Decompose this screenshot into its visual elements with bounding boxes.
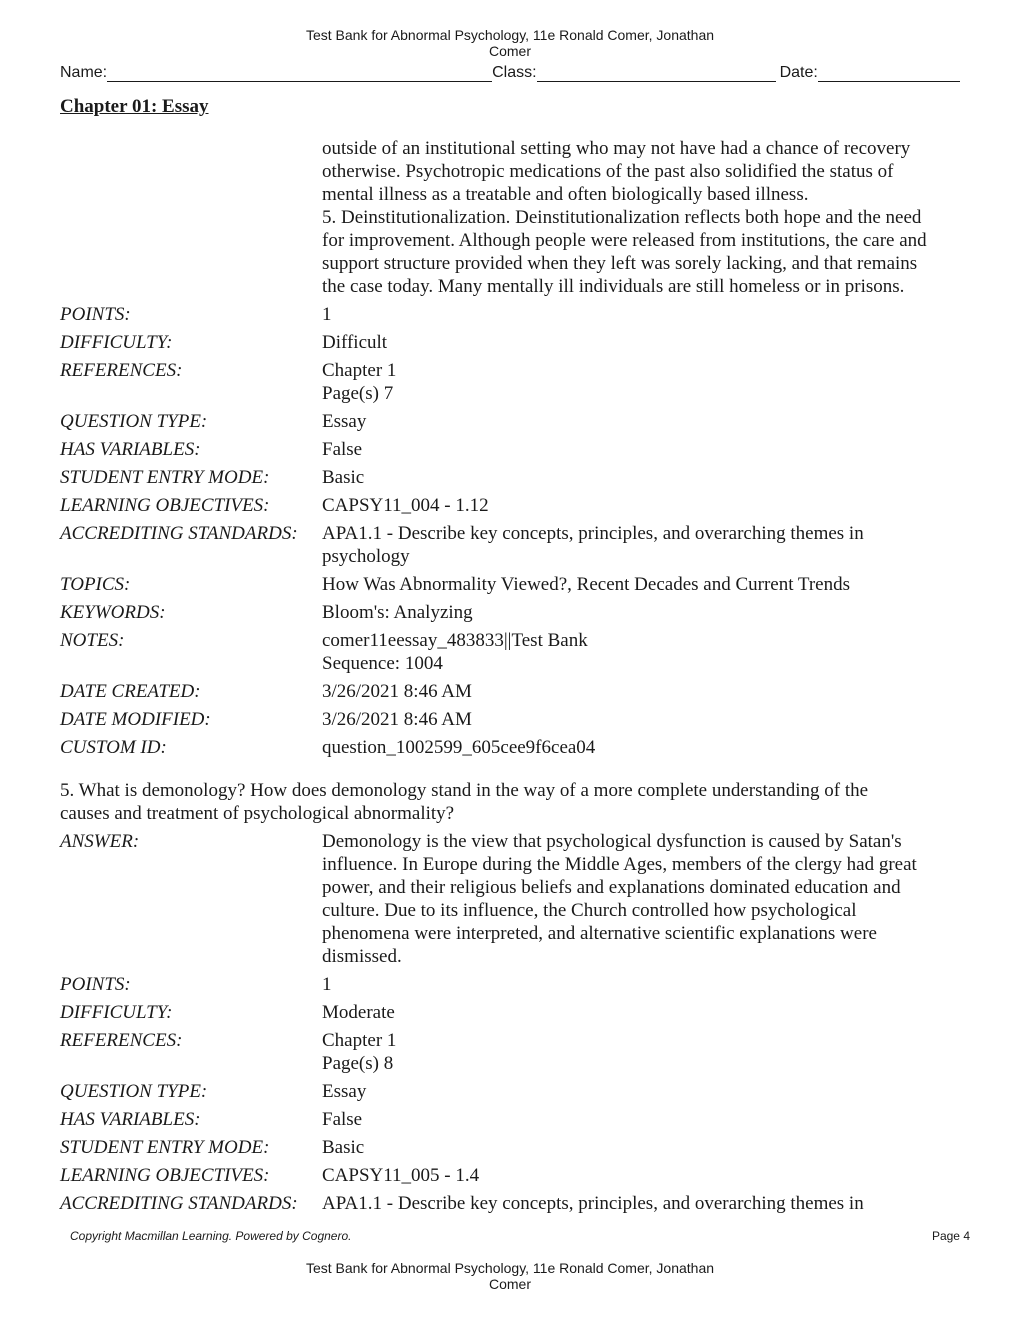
footer-title-line-1: Test Bank for Abnormal Psychology, 11e Ronald Comer, Jonathan	[305, 1260, 715, 1276]
value-line: 3/26/2021 8:46 AM	[322, 709, 472, 730]
field-value	[322, 331, 965, 354]
field-label: LEARNING OBJECTIVES:	[60, 495, 270, 516]
field-value	[322, 410, 965, 433]
class-blank-line	[537, 64, 776, 82]
q4-metadata	[60, 303, 965, 759]
field-value	[322, 522, 965, 568]
text-line: power, and their religious beliefs and explanations dominated education and	[322, 877, 901, 898]
text-line: mental illness as a treatable and often biologically based illness.	[322, 184, 809, 205]
metadata-row	[60, 522, 965, 568]
header-title-line-1: Test Bank for Abnormal Psychology, 11e Ronald Comer, Jonathan	[305, 27, 715, 43]
field-value	[322, 1001, 965, 1024]
field-value	[322, 736, 965, 759]
field-label: STUDENT ENTRY MODE:	[60, 1137, 270, 1158]
field-value	[322, 573, 965, 596]
metadata-row	[60, 601, 965, 624]
value-line: Page(s) 8	[322, 1053, 394, 1074]
field-label: DIFFICULTY:	[60, 1002, 173, 1023]
field-label: STUDENT ENTRY MODE:	[60, 467, 270, 488]
field-value	[322, 1029, 965, 1075]
field-value	[322, 359, 965, 405]
value-line: Moderate	[322, 1002, 395, 1023]
text-line: phenomena were interpreted, and alternative scientific explanations were	[322, 923, 877, 944]
value-line: Page(s) 7	[322, 383, 394, 404]
text-line: outside of an institutional setting who may not have had a chance of recovery	[322, 138, 911, 159]
text-line: culture. Due to its influence, the Church controlled how psychological	[322, 900, 857, 921]
metadata-row	[60, 1108, 965, 1131]
page-number: Page 4	[931, 1229, 970, 1243]
field-value	[322, 494, 965, 517]
metadata-row	[60, 680, 965, 703]
field-value	[322, 438, 965, 461]
metadata-row	[60, 466, 965, 489]
value-line: comer11eessay_483833||Test Bank	[322, 630, 588, 651]
value-line: Essay	[322, 411, 367, 432]
text-line: support structure provided when they left was sorely lacking, and that remains	[322, 253, 918, 274]
value-line: Essay	[322, 1081, 367, 1102]
name-label: Name:	[60, 64, 108, 81]
field-label: KEYWORDS:	[60, 602, 166, 623]
field-label: ACCREDITING STANDARDS:	[60, 1193, 298, 1214]
field-label: REFERENCES:	[60, 1030, 183, 1051]
value-line: question_1002599_605cee9f6cea04	[322, 737, 596, 758]
field-label: CUSTOM ID:	[60, 737, 167, 758]
value-line: CAPSY11_005 - 1.4	[322, 1165, 480, 1186]
field-value	[322, 1080, 965, 1103]
metadata-row	[60, 303, 965, 326]
value-line: 1	[322, 974, 332, 995]
field-label: DATE CREATED:	[60, 681, 201, 702]
text-line: the case today. Many mentally ill individuals are still homeless or in prisons.	[322, 276, 905, 297]
field-label: REFERENCES:	[60, 360, 183, 381]
metadata-row	[60, 1164, 965, 1187]
metadata-row	[60, 736, 965, 759]
document-footer-title	[0, 1260, 1020, 1292]
copyright-notice: Copyright Macmillan Learning. Powered by Cognero.	[70, 1229, 352, 1243]
student-info-row	[60, 60, 960, 82]
metadata-row	[60, 973, 965, 996]
value-line: CAPSY11_004 - 1.12	[322, 495, 489, 516]
field-value	[322, 973, 965, 996]
header-title-line-2: Comer	[488, 43, 531, 59]
text-line: otherwise. Psychotropic medications of the past also solidified the status of	[322, 161, 894, 182]
metadata-row	[60, 1001, 965, 1024]
field-label: POINTS:	[60, 304, 131, 325]
field-label: HAS VARIABLES:	[60, 1109, 201, 1130]
value-line: Sequence: 1004	[322, 653, 443, 674]
field-value	[322, 680, 965, 703]
document-header-title	[0, 27, 1020, 59]
metadata-row	[60, 1080, 965, 1103]
field-label: POINTS:	[60, 974, 131, 995]
value-line: Basic	[322, 1137, 365, 1158]
value-line: How Was Abnormality Viewed?, Recent Decades and Current Trends	[322, 574, 850, 595]
field-value	[322, 1108, 965, 1131]
field-value	[322, 1136, 965, 1159]
text-line: influence. In Europe during the Middle Ages, members of the clergy had great	[322, 854, 917, 875]
metadata-row	[60, 438, 965, 461]
metadata-row	[60, 573, 965, 596]
field-value	[322, 303, 965, 326]
value-line: psychology	[322, 546, 410, 567]
date-blank-line	[818, 64, 960, 82]
field-value	[322, 708, 965, 731]
value-line: Basic	[322, 467, 365, 488]
answer-continued	[60, 137, 965, 298]
metadata-row	[60, 494, 965, 517]
text-line: dismissed.	[322, 946, 402, 967]
value-line: False	[322, 439, 363, 460]
value-line: Difficult	[322, 332, 388, 353]
text-line: 5. What is demonology? How does demonology stand in the way of a more complete understanding of the	[60, 780, 869, 801]
metadata-row	[60, 708, 965, 731]
date-label: Date:	[779, 64, 818, 81]
value-line: False	[322, 1109, 363, 1130]
value-line: Chapter 1	[322, 360, 397, 381]
field-label: HAS VARIABLES:	[60, 439, 201, 460]
field-value	[322, 629, 965, 675]
value-line: Bloom's: Analyzing	[322, 602, 473, 623]
metadata-row	[60, 1192, 965, 1215]
class-label: Class:	[492, 64, 537, 81]
field-value	[322, 601, 965, 624]
field-label: TOPICS:	[60, 574, 131, 595]
field-label: DATE MODIFIED:	[60, 709, 211, 730]
field-label: DIFFICULTY:	[60, 332, 173, 353]
field-value	[322, 1192, 965, 1215]
metadata-row	[60, 1136, 965, 1159]
metadata-row	[60, 359, 965, 405]
metadata-row	[60, 629, 965, 675]
question-5-text	[60, 779, 965, 825]
text-line: 5. Deinstitutionalization. Deinstitutionalization reflects both hope and the need	[322, 207, 922, 228]
metadata-row	[60, 331, 965, 354]
answer-text	[322, 830, 965, 968]
field-label: NOTES:	[60, 630, 125, 651]
page-footer	[70, 1229, 970, 1243]
name-blank-line	[107, 64, 492, 82]
field-value	[322, 1164, 965, 1187]
field-label: ACCREDITING STANDARDS:	[60, 523, 298, 544]
text-line: Demonology is the view that psychological dysfunction is caused by Satan's	[322, 831, 902, 852]
question-content	[60, 137, 965, 1220]
value-line: Chapter 1	[322, 1030, 397, 1051]
metadata-row	[60, 1029, 965, 1075]
footer-title-line-2: Comer	[488, 1276, 531, 1292]
text-line: causes and treatment of psychological abnormality?	[60, 803, 455, 824]
value-line: 1	[322, 304, 332, 325]
chapter-title: Chapter 01: Essay	[60, 96, 209, 117]
field-label: QUESTION TYPE:	[60, 411, 208, 432]
value-line: 3/26/2021 8:46 AM	[322, 681, 472, 702]
field-label: QUESTION TYPE:	[60, 1081, 208, 1102]
metadata-row	[60, 410, 965, 433]
field-value	[322, 466, 965, 489]
value-line: APA1.1 - Describe key concepts, principles, and overarching themes in	[322, 523, 864, 544]
q5-answer-row	[60, 830, 965, 968]
value-line: APA1.1 - Describe key concepts, principles, and overarching themes in	[322, 1193, 864, 1214]
field-label: LEARNING OBJECTIVES:	[60, 1165, 270, 1186]
field-label: ANSWER:	[60, 831, 140, 852]
text-line: for improvement. Although people were released from institutions, the care and	[322, 230, 927, 251]
q5-metadata	[60, 973, 965, 1215]
